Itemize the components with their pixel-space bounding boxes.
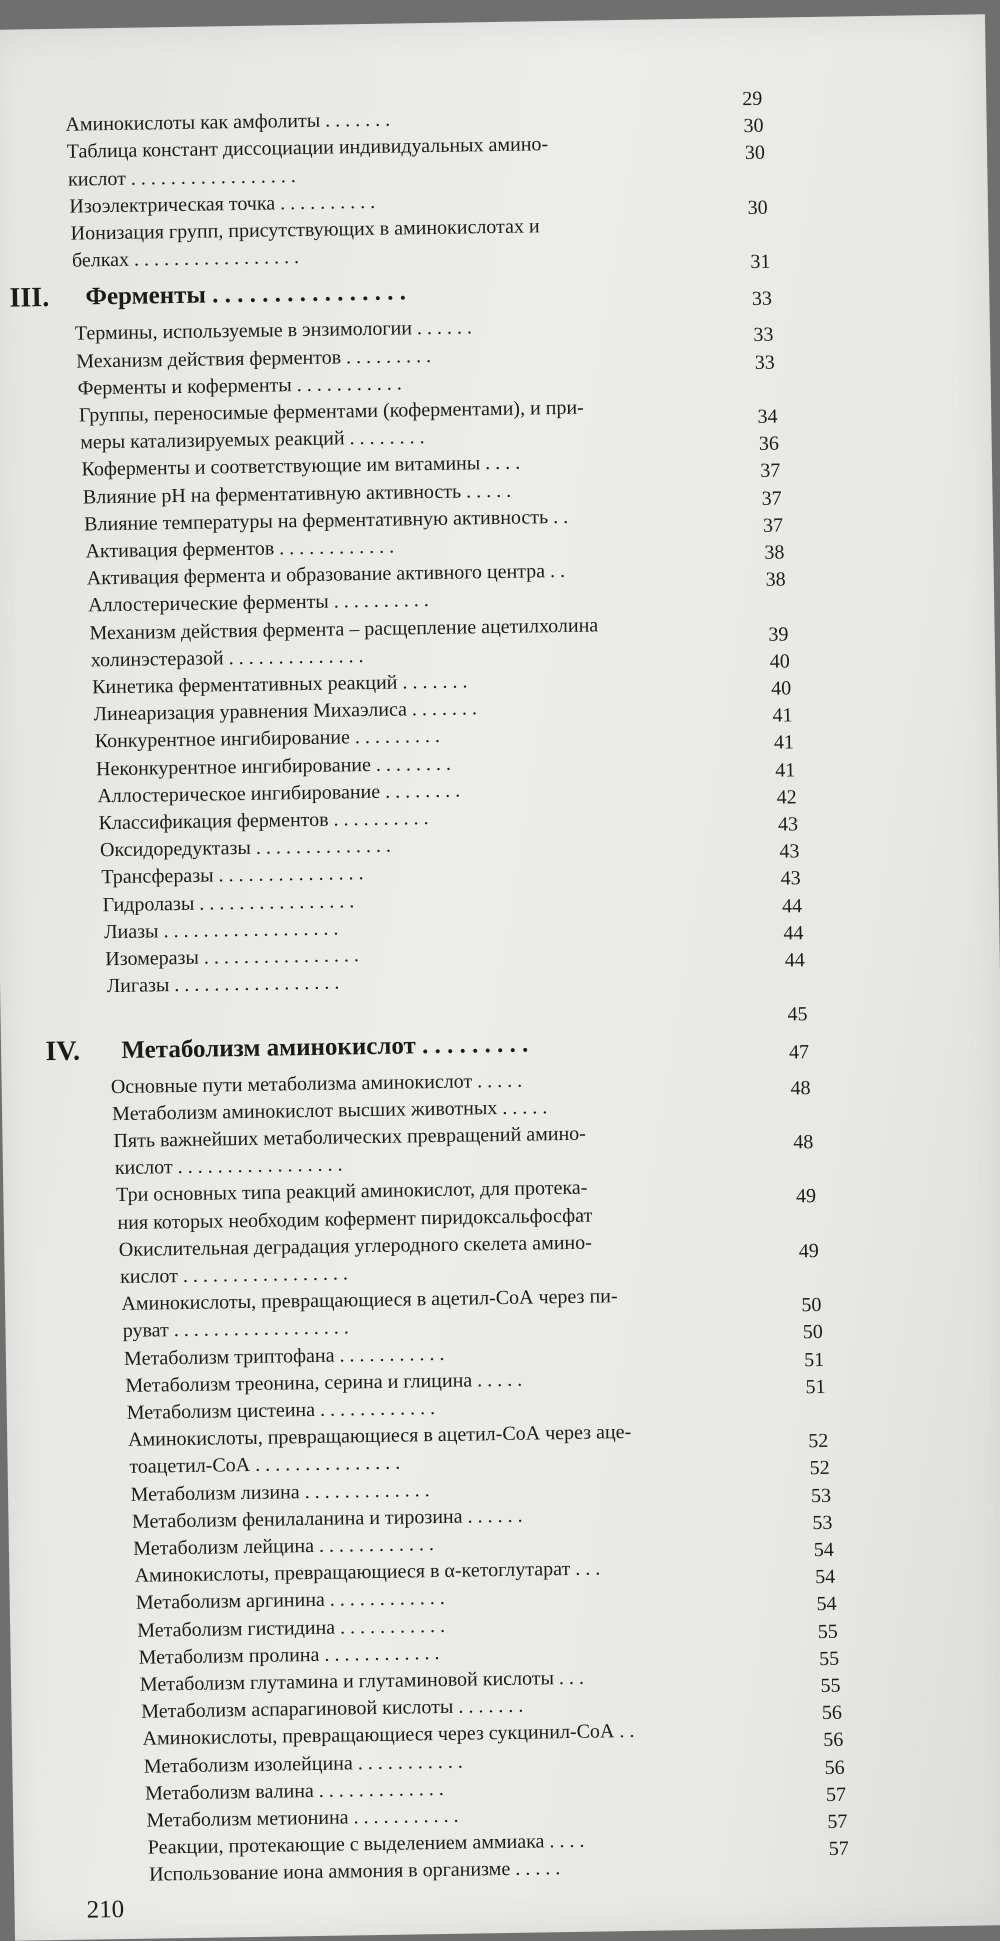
entry-title: Кинетика ферментативных реакций . . . . . . .	[91, 670, 468, 699]
entry-title: Метаболизм лизина . . . . . . . . . . . . .	[130, 1478, 430, 1506]
entry-title	[64, 74, 626, 83]
entry-page-number: 37	[762, 514, 784, 537]
entry-title: Конкурентное ингибирование . . . . . . . . .	[94, 725, 441, 753]
entry-page-number: 40	[770, 677, 792, 700]
entry-page-number: 42	[776, 786, 797, 809]
entry-title: Метаболизм глутамина и глутаминовой кислоты . . .	[139, 1666, 585, 1696]
entry-title: Метаболизм валина . . . . . . . . . . . . .	[145, 1777, 444, 1805]
entry-page-number: 41	[775, 758, 796, 782]
entry-page-number: 47	[788, 1040, 810, 1064]
entry-page-number	[731, 219, 787, 220]
entry-page-number: 33	[753, 324, 774, 347]
entry-page-number: 52	[808, 1430, 829, 1453]
entry-page-number	[812, 1861, 868, 1862]
entry-title: руват . . . . . . . . . . . . . . . . . .	[122, 1316, 349, 1343]
entry-title: Аминокислоты, превращающиеся в ацетил-СоА через аце-	[127, 1421, 632, 1452]
entry-title: кислот . . . . . . . . . . . . . . . . .	[119, 1262, 349, 1289]
entry-title: Термины, используемые в энзимологии . . . . . .	[74, 316, 473, 345]
entry-title: Влияние температуры на ферментативную активность . .	[84, 505, 569, 536]
entry-title: Влияние pH на ферментативную активность . . . . .	[82, 479, 512, 509]
entry-page-number: 30	[747, 196, 768, 219]
entry-page-number: 36	[758, 432, 780, 456]
entry-page-number: 43	[777, 813, 799, 836]
entry-page-number	[779, 1208, 835, 1209]
entry-page-number	[776, 1154, 832, 1155]
entry-page-number: 34	[757, 405, 778, 428]
entry-page-number: 37	[761, 487, 782, 510]
entry-title: Аминокислоты, превращающиеся в α-кетоглутарат . . .	[134, 1557, 601, 1587]
chapter-numeral: IV.	[45, 1035, 81, 1067]
entry-page-number: 48	[793, 1131, 814, 1154]
entry-page-number: 37	[760, 459, 781, 483]
entry-title: Метаболизм цистеина . . . . . . . . . . . .	[126, 1397, 436, 1424]
entry-title: Метаболизм лейцина . . . . . . . . . . . .	[133, 1533, 435, 1560]
entry-title: Реакции, протекающие с выделением аммиака . . . .	[147, 1829, 585, 1859]
entry-title: Ионизация групп, присутствующих в аминокислотах и	[70, 215, 540, 245]
entry-title: Метаболизм аргинина . . . . . . . . . . . .	[135, 1587, 445, 1615]
entry-title: Метаболизм гистидина . . . . . . . . . . .	[137, 1614, 446, 1642]
entry-page-number: 30	[743, 114, 764, 138]
entry-title: Основные пути метаболизма аминокислот . . . . .	[110, 1069, 523, 1098]
entry-title: Таблица констант диссоциации индивидуальных амино-	[66, 133, 549, 164]
entry-page-number	[768, 972, 824, 973]
entry-title: Метаболизм аминокислот высших животных . . . . .	[112, 1096, 548, 1125]
entry-title: Метаболизм треонина, серина и глицина . . . . .	[125, 1368, 523, 1397]
entry-page-number: 50	[802, 1321, 824, 1344]
entry-title: Метаболизм фенилаланина и тирозина . . . . . .	[131, 1504, 523, 1533]
entry-page-number: 38	[764, 541, 785, 564]
entry-title: Механизм действия ферментов . . . . . . . . .	[76, 344, 432, 373]
entry-page-number: 33	[754, 351, 775, 374]
chapter-numeral: III.	[9, 282, 50, 315]
entry-title: Аллостерические ферменты . . . . . . . . . .	[87, 589, 429, 617]
entry-title: кислот . . . . . . . . . . . . . . . . .	[67, 164, 296, 191]
entry-page-number: 31	[750, 250, 771, 274]
entry-title: Оксидоредуктазы . . . . . . . . . . . . . .	[99, 834, 392, 862]
entry-page-number: 38	[765, 568, 786, 591]
entry-page-number: 57	[828, 1837, 849, 1861]
entry-title: Ферменты и коферменты . . . . . . . . . . .	[77, 372, 402, 400]
entry-title: Окислительная деградация углеродного скелета амино-	[118, 1231, 592, 1261]
entry-title: Метаболизм аспарагиновой кислоты . . . . . . .	[141, 1694, 524, 1723]
entry-title: Использование иона аммония в организме . . . . .	[148, 1857, 561, 1887]
entry-page-number	[774, 1100, 830, 1101]
entry-title: Группы, переносимые ферментами (коферментами), и при-	[78, 396, 584, 427]
entry-page-number: 40	[769, 650, 790, 673]
entry-title: Метаболизм метионина . . . . . . . . . . .	[146, 1804, 459, 1832]
entry-page-number: 55	[819, 1647, 840, 1670]
entry-page-number: 29	[742, 87, 763, 111]
entry-title: Аминокислоты как амфолиты . . . . . . .	[65, 108, 391, 136]
entry-page-number: 44	[783, 922, 804, 945]
entry-page-number: 50	[801, 1294, 822, 1317]
entry-page-number: 57	[825, 1783, 847, 1806]
entry-page-number: 41	[772, 704, 793, 727]
entry-title: кислот . . . . . . . . . . . . . . . . .	[114, 1153, 343, 1180]
entry-page-number: 57	[827, 1810, 848, 1833]
entry-title: Метаболизм триптофана . . . . . . . . . . .	[123, 1342, 445, 1370]
entry-page-number: 51	[805, 1375, 826, 1399]
entry-page-number: 56	[823, 1729, 844, 1752]
entry-page-number: 43	[779, 840, 800, 863]
entry-page-number: 53	[810, 1484, 832, 1507]
entry-title: ния которых необходим кофермент пиридоксальфосфат	[117, 1204, 593, 1234]
entry-title: Трансферазы . . . . . . . . . . . . . . .	[101, 862, 364, 889]
entry-page-number: 41	[773, 731, 795, 755]
entry-title: Активация ферментов . . . . . . . . . . . .	[85, 535, 395, 563]
entry-page-number: 30	[744, 142, 766, 165]
entry-page-number	[749, 592, 805, 593]
page-number: 210	[86, 1896, 125, 1924]
book-page	[0, 14, 1000, 1940]
chapter-title: Метаболизм аминокислот . . . . . . . . .	[121, 1030, 529, 1064]
entry-page-number: 33	[751, 288, 773, 311]
entry-page-number	[782, 1263, 838, 1264]
entry-title: Пять важнейших метаболических превращений амино-	[113, 1122, 587, 1153]
entry-page-number: 56	[824, 1756, 845, 1779]
entry-title: Гидролазы . . . . . . . . . . . . . . . .	[102, 889, 355, 916]
entry-title: Три основных типа реакций аминокислот, для протека-	[116, 1177, 588, 1207]
entry-page-number: 43	[780, 867, 801, 890]
entry-title: Механизм действия фермента – расщепление ацетилхолина	[89, 614, 599, 644]
entry-title: Метаболизм пролина . . . . . . . . . . . .	[138, 1641, 440, 1669]
entry-page-number	[738, 374, 794, 375]
entry-page-number: 49	[798, 1239, 819, 1263]
entry-page-number	[728, 165, 784, 166]
entry-title: тоацетил-СоА . . . . . . . . . . . . . . .	[129, 1452, 401, 1479]
entry-title: Аминокислоты, превращающиеся через сукцинил-СоА . .	[142, 1720, 635, 1751]
entry-title: белках . . . . . . . . . . . . . . . . .	[71, 246, 300, 272]
entry-title: Неконкурентное ингибирование . . . . . . . .	[95, 752, 452, 780]
entry-title: Метаболизм изолейцина . . . . . . . . . . .	[143, 1750, 463, 1778]
entry-title: Коферменты и соответствующие им витамины . . . .	[81, 452, 521, 481]
entry-page-number: 53	[812, 1511, 833, 1534]
entry-page-number: 54	[814, 1565, 836, 1589]
entry-title: Аминокислоты, превращающиеся в ацетил-СоА через пи-	[121, 1285, 618, 1316]
entry-page-number: 55	[817, 1620, 839, 1643]
entry-page-number: 48	[790, 1076, 811, 1100]
entry-page-number: 56	[821, 1701, 843, 1725]
entry-page-number: 52	[809, 1457, 830, 1480]
entry-page-number: 54	[816, 1593, 837, 1616]
entry-title: меры катализируемых реакций . . . . . . . .	[80, 426, 425, 454]
chapter-title: Ферменты . . . . . . . . . . . . . . . .	[85, 278, 407, 311]
entry-title: Изоэлектрическая точка . . . . . . . . . .	[69, 190, 376, 218]
entry-title: Лигазы . . . . . . . . . . . . . . . . .	[106, 971, 340, 998]
entry-page-number: 55	[820, 1674, 841, 1698]
entry-title: Классификация ферментов . . . . . . . . . .	[98, 807, 429, 835]
entry-title: Лиазы . . . . . . . . . . . . . . . . . .	[103, 917, 339, 944]
entry-page-number: 39	[768, 623, 789, 646]
table-of-contents	[0, 14, 1000, 1940]
entry-page-number: 54	[813, 1538, 834, 1562]
entry-page-number: 49	[795, 1185, 817, 1208]
entry-page-number: 45	[787, 1003, 808, 1026]
entry-title: Аллостерическое ингибирование . . . . . . . .	[97, 779, 461, 808]
entry-page-number: 44	[784, 949, 805, 972]
entry-page-number	[789, 1399, 845, 1400]
entry-title: холинэстеразой . . . . . . . . . . . . . .	[90, 644, 364, 672]
entry-page-number: 44	[781, 894, 803, 918]
entry-title: Изомеразы . . . . . . . . . . . . . . . .	[105, 944, 360, 971]
entry-page-number: 51	[804, 1348, 825, 1371]
entry-title: Активация фермента и образование активного центра . .	[86, 560, 566, 590]
entry-title: Линеаризация уравнения Михаэлиса . . . . . . .	[93, 697, 478, 726]
